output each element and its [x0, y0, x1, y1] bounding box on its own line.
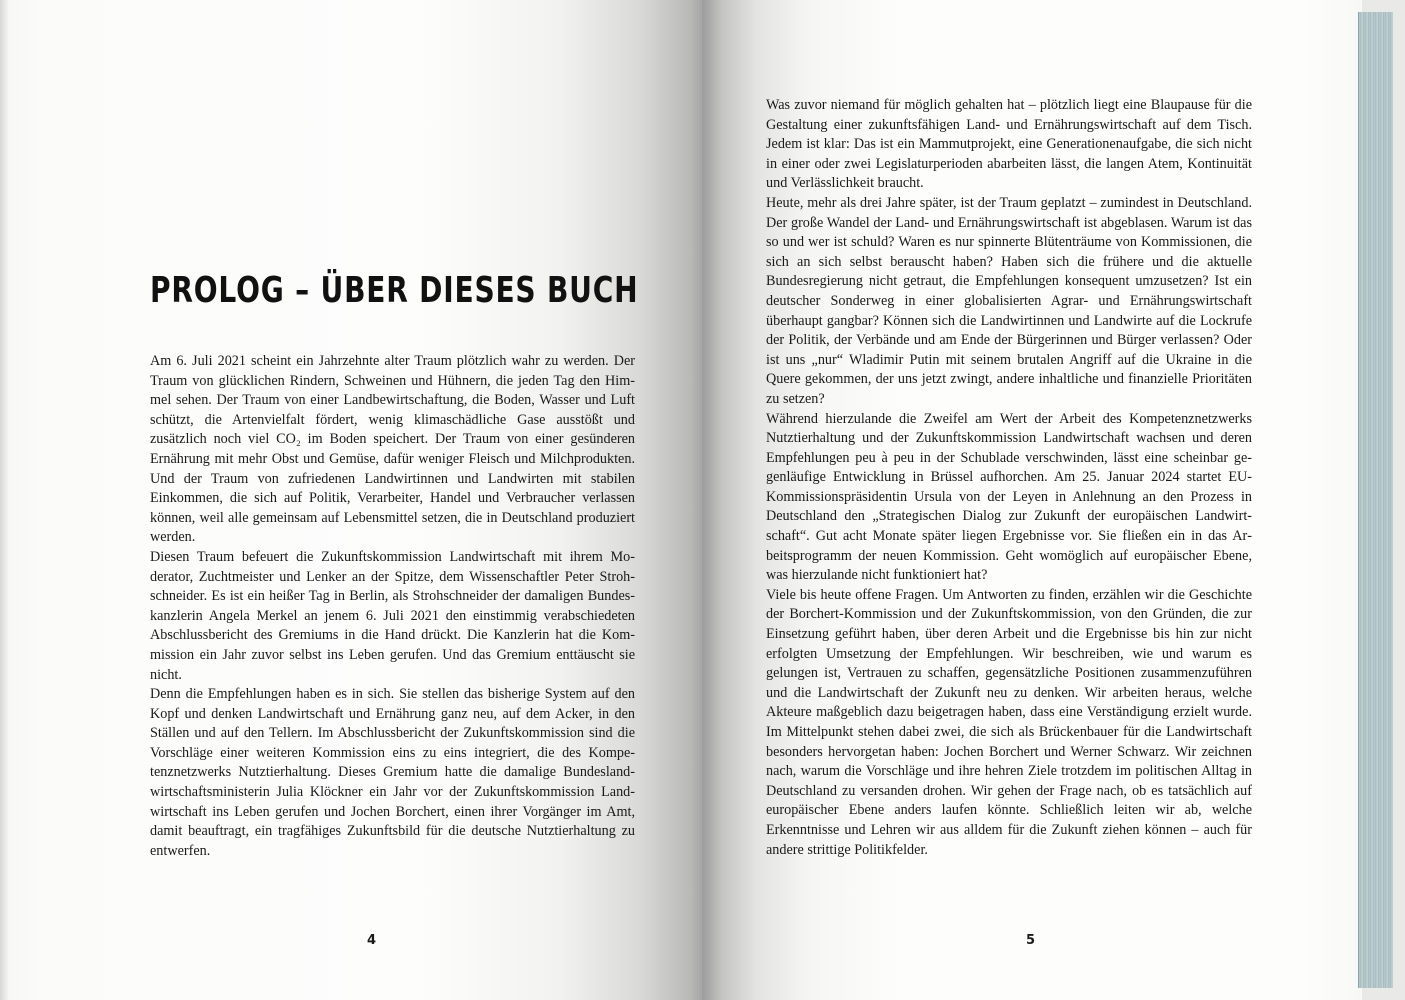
left-page	[0, 0, 702, 1000]
paragraph: Diesen Traum befeuert die Zukunftskommission Landwirtschaft mit ihrem Moderator, Zuchtmeister und Lenker an der Spitze, dem Wissenschaftler Peter Strohschneider. Es ist ein heißer Tag in Berlin, als Strohschneider der damaligen Bundeskanzlerin Angela Merkel an jenem 6. Juli 2021 den einstimmig verabschiedeten Abschlussbericht des Gremiums in die Hand drückt. Die Kanzlerin hat die Kommission ein Jahr zuvor selbst ins Leben gerufen. Und das Gremium enttäuscht sie nicht.	[150, 548, 635, 683]
page-number-left: 4	[367, 933, 377, 948]
right-page-body	[766, 96, 1252, 860]
paragraph: Denn die Empfehlungen haben es in sich. Sie stellen das bisherige System auf den Kopf und denken Landwirtschaft und Ernährung ganz neu, auf dem Acker, in den Ställen und auf den Tellern. Im Abschlussbericht der Zukunftskommission sind die Vorschläge einer weiteren Kommission eins zu eins integriert, die des Kompetenznetzwerks Nutztierhaltung. Dieses Gremium hatte die damalige Bundeslandwirtschaftsministerin Julia Klöckner ein Jahr vor der Zukunftskommission Landwirtschaft ins Leben gerufen und Jochen Borchert, einen ihrer Vorgänger im Amt, damit beauftragt, ein tragfähiges Zukunftsbild für die deutsche Nutztierhaltung zu entwerfen.	[150, 686, 635, 859]
left-page-body	[150, 352, 635, 861]
page-number-right: 5	[1026, 933, 1036, 948]
paragraph: Was zuvor niemand für möglich gehalten hat – plötzlich liegt eine Blaupause für die Gestaltung einer zukunftsfähigen Land- und Ernährungswirtschaft auf dem Tisch. Jedem ist klar: Das ist ein Mammutprojekt, eine Generationenaufgabe, die sich nicht in einer oder zwei Legislaturperioden abarbeiten lässt, die langen Atem, Kontinuität und Verlässlichkeit braucht.	[766, 97, 1252, 192]
paragraph: Viele bis heute offene Fragen. Um Antworten zu finden, erzählen wir die Geschichte der Borchert-Kommission und der Zukunftskommission, von den Gründen, die zur Einsetzung geführt haben, über deren Arbeit und die Ergebnisse bis hin zur nicht erfolgten Umsetzung der Empfehlungen. Wir beschreiben, wie und warum es gelungen ist, Vertrauen zu schaffen, gegensätzliche Positionen zusammenzuführen und die Landwirtschaft der Zukunft neu zu denken. Wir arbeiten heraus, welche Akteure maßgeblich dazu beigetragen haben, dass eine Verständigung erzielt wurde. Im Mittelpunkt stehen dabei zwei, die sich als Brückenbauer für die Landwirtschaft besonders hervorgetan haben: Jochen Borchert und Werner Schwarz. Wir zeichnen nach, warum die Vorschläge und ihre hehren Ziele trotzdem im politischen Alltag in Deutschland zu versanden drohen. Wir gehen der Frage nach, ob es tatsächlich auf europäischer Ebene anders laufen könnte. Schließlich leiten wir ab, welche Erkenntnisse und Lehren wir aus alldem für die Zukunft ziehen können – auch für andere strittige Politikfelder.	[766, 586, 1252, 858]
paragraph: Während hierzulande die Zweifel am Wert der Arbeit des Kompetenznetzwerks Nutztierhaltung und der Zukunftskommission Landwirtschaft wachsen und deren Empfehlungen peu à peu in der Schublade verschwinden, lässt eine scheinbar gegenläufige Entwicklung in Brüssel aufhorchen. Am 25. Januar 2024 startet EU-Kommissionspräsidentin Ursula von der Leyen in Anlehnung an den Prozess in Deutschland den „Strategischen Dialog zur Zukunft der europäischen Landwirtschaft“. Gut acht Monate später liegen Ergebnisse vor. Sie fließen ein in das Arbeitsprogramm der neuen Kommission. Geht womöglich auf europäischer Ebene, was hierzulande nicht funktioniert hat?	[766, 410, 1252, 584]
chapter-title: PROLOG – ÜBER DIESES BUCH	[150, 270, 639, 311]
page-edges-stack	[1358, 12, 1393, 988]
paragraph: Heute, mehr als drei Jahre später, ist der Traum geplatzt – zumindest in Deutschland. Der große Wandel der Land- und Ernährungswirtschaft ist abgeblasen. Warum ist das so und wer ist schuld? Waren es nur spinnerte Blütenträume von Kommissionen, die sich an sich selbst berauscht haben? Haben sich die frühere und die aktuelle Bundesregierung nicht getraut, die Empfehlungen konsequent umzusetzen? Ist ein deutscher Sonderweg in einer globalisierten Agrar- und Ernährungswirtschaft überhaupt gangbar? Können sich die Landwirtinnen und Landwirte auf die Lockrufe der Politik, der Verbände und am Ende der Bürgerinnen und Bürger verlassen? Oder ist uns „nur“ Wladimir Putin mit seinem brutalen Angriff auf die Ukraine in die Quere gekommen, der uns jetzt zwingt, andere inhaltliche und finanzielle Prioritäten zu setzen?	[766, 194, 1252, 407]
paragraph: Am 6. Juli 2021 scheint ein Jahrzehnte alter Traum plötzlich wahr zu werden. Der Traum von glücklichen Rindern, Schweinen und Hühnern, die jeden Tag den Himmel sehen. Der Traum von einer Landbewirtschaftung, die Boden, Wasser und Luft schützt, die Artenvielfalt fördert, wenig klimaschädliche Gase ausstößt und zusätzlich noch viel CO₂ im Boden speichert. Der Traum von einer gesünderen Ernährung mit mehr Obst und Gemüse, dafür weniger Fleisch und Milchprodukten. Und der Traum von zufriedenen Landwirtinnen und Landwirten mit stabilen Einkommen, die sich auf Politik, Verarbeiter, Handel und Verbraucher verlassen können, weil alle gemeinsam auf Lebensmittel setzen, die in Deutschland produziert werden.	[150, 353, 635, 546]
right-page	[702, 0, 1362, 1000]
left-page-edge	[0, 0, 8, 1000]
